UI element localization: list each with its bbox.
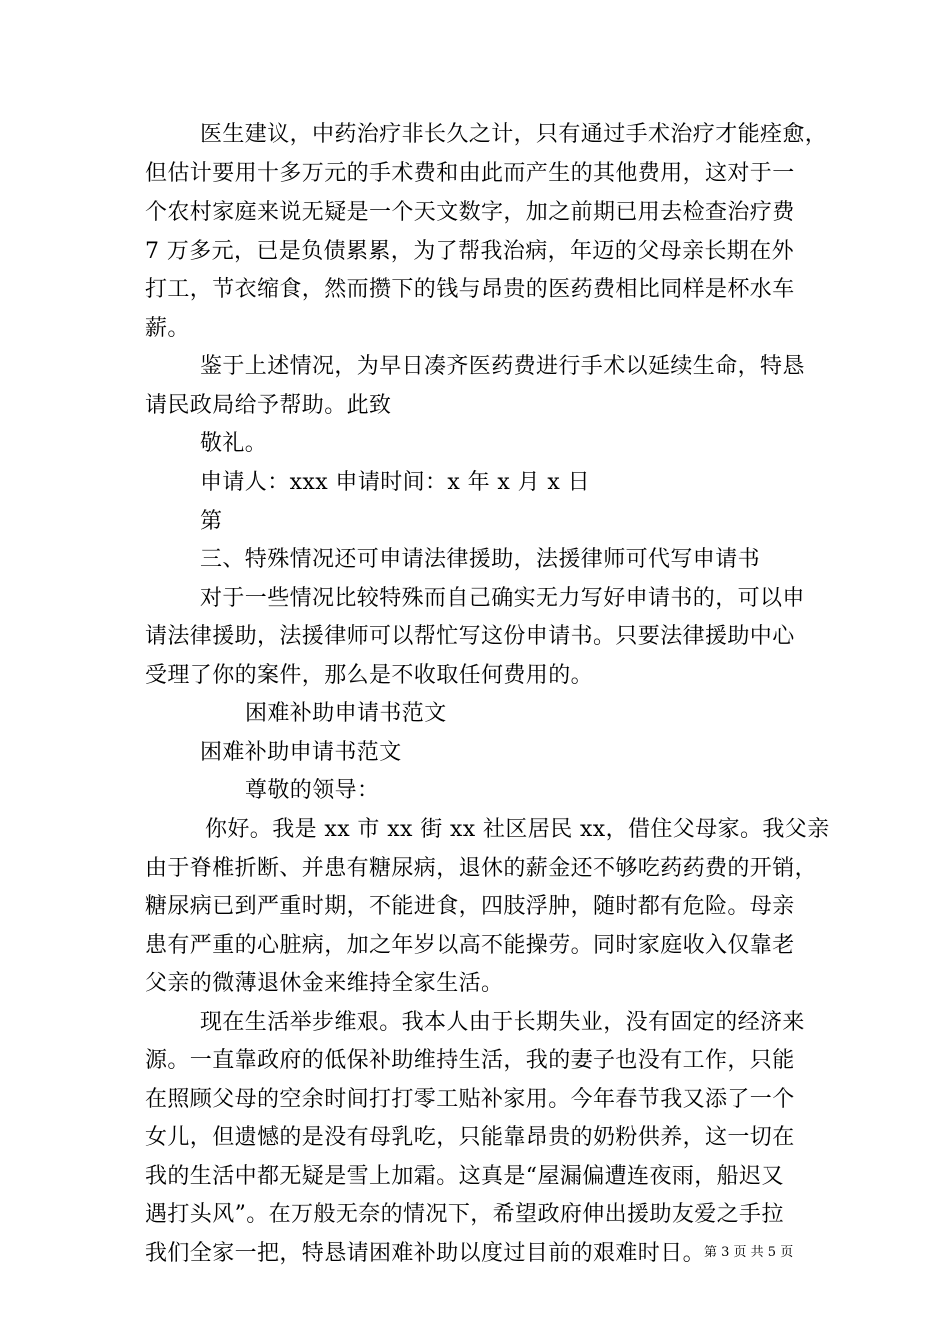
paragraph-line: 但估计要用十多万元的手术费和由此而产生的其他费用，这对于一	[145, 161, 795, 186]
paragraph-line: 对于一些情况比较特殊而自己确实无力写好申请书的，可以申	[200, 586, 805, 611]
section-marker: 第	[200, 509, 223, 534]
letter-greeting: 尊敬的领导：	[245, 778, 380, 803]
paragraph-line: 由于脊椎折断、并患有糖尿病，退休的薪金还不够吃药药费的开销，	[145, 856, 818, 881]
paragraph-line: 你好。我是 xx 市 xx 街 xx 社区居民 xx，借住父母家。我父亲	[205, 817, 830, 842]
applicant-signature-line: 申请人：xxx 申请时间：x 年 x 月 x 日	[200, 470, 591, 495]
paragraph-line: 受理了你的案件，那么是不收取任何费用的。	[145, 663, 594, 688]
paragraph-line: 请法律援助，法援律师可以帮忙写这份申请书。只要法律援助中心	[145, 624, 795, 649]
paragraph-line: 我们全家一把，特恳请困难补助以度过目前的艰难时日。	[145, 1241, 706, 1266]
paragraph-line: 我的生活中都无疑是雪上加霜。这真是“屋漏偏遭连夜雨，船迟又	[145, 1164, 784, 1189]
paragraph-line: 源。一直靠政府的低保补助维持生活，我的妻子也没有工作，只能	[145, 1048, 795, 1073]
paragraph-line: 现在生活举步维艰。我本人由于长期失业，没有固定的经济来	[200, 1010, 805, 1035]
paragraph-line: 糖尿病已到严重时期，不能进食，四肢浮肿，随时都有危险。母亲	[145, 894, 795, 919]
document-title: 困难补助申请书范文	[245, 701, 447, 726]
paragraph-line: 在照顾父母的空余时间打打零工贴补家用。今年春节我又添了一个	[145, 1087, 795, 1112]
paragraph-line: 鉴于上述情况，为早日凑齐医药费进行手术以延续生命，特恳	[200, 354, 805, 379]
paragraph-line: 7 万多元，已是负债累累，为了帮我治病，年迈的父母亲长期在外	[145, 239, 794, 264]
paragraph-line: 患有严重的心脏病，加之年岁以高不能操劳。同时家庭收入仅靠老	[145, 933, 795, 958]
closing-salutation: 敬礼。	[200, 431, 268, 456]
page-number-footer: 第 3 页 共 5 页	[704, 1245, 794, 1260]
paragraph-line: 个农村家庭来说无疑是一个天文数字，加之前期已用去检查治疗费	[145, 200, 795, 225]
section-heading: 三、特殊情况还可申请法律援助，法援律师可代写申请书	[200, 547, 761, 572]
paragraph-line: 请民政局给予帮助。此致	[145, 393, 392, 418]
paragraph-line: 遇打头风”。在万般无奈的情况下，希望政府伸出援助友爱之手拉	[145, 1202, 784, 1227]
paragraph-line: 父亲的微薄退休金来维持全家生活。	[145, 971, 504, 996]
document-subtitle: 困难补助申请书范文	[200, 740, 402, 765]
paragraph-line: 女儿，但遗憾的是没有母乳吃，只能靠昂贵的奶粉供养，这一切在	[145, 1125, 795, 1150]
paragraph-line: 医生建议，中药治疗非长久之计，只有通过手术治疗才能痊愈，	[200, 122, 828, 147]
paragraph-line: 打工，节衣缩食，然而攒下的钱与昂贵的医药费相比同样是杯水车	[145, 277, 795, 302]
paragraph-line: 薪。	[145, 316, 190, 341]
